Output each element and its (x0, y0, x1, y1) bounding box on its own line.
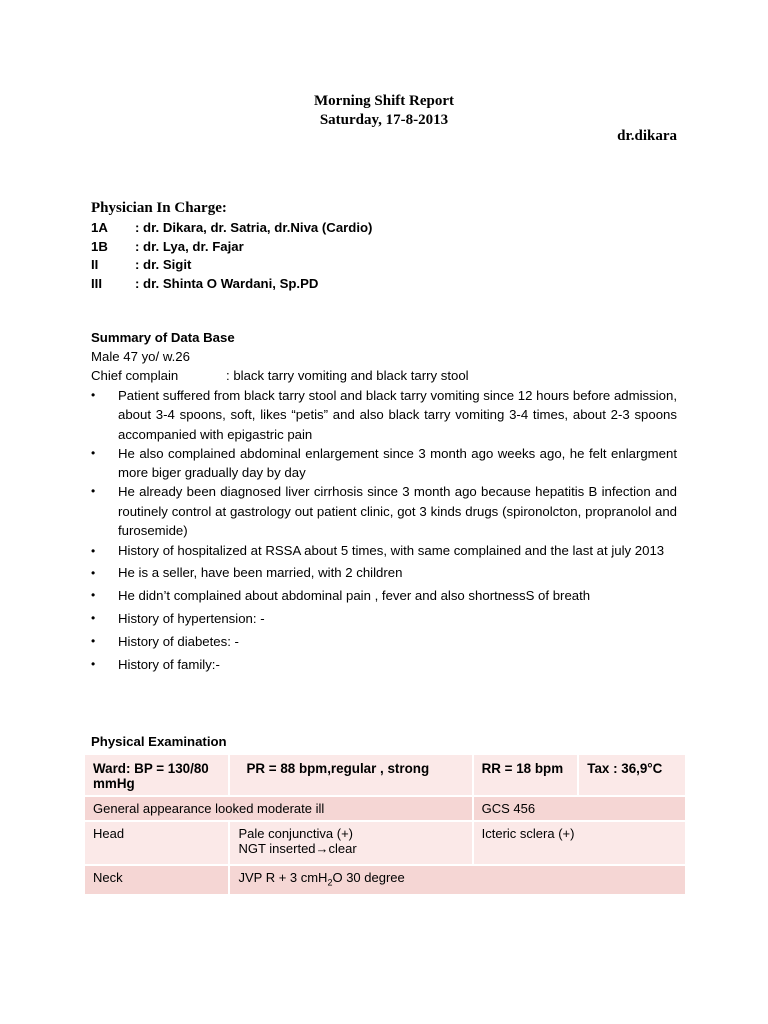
bullet-text: History of hypertension: - (118, 611, 265, 627)
gcs-value: GCS 456 (473, 796, 686, 821)
chief-complain-label: Chief complain (91, 368, 179, 383)
list-item (91, 584, 677, 607)
bullet-text: History of diabetes: - (118, 634, 239, 650)
bullet-text: He is a seller, have been married, with 2 children (118, 565, 403, 581)
table-row (84, 865, 686, 895)
list-item (91, 386, 677, 444)
report-date: Saturday, 17-8-2013 (319, 112, 449, 128)
bullet-text: He already been diagnosed liver cirrhosis since 3 month ago because hepatitis B infection and routinely control at gastrology out patient clinic, got 3 kinds drugs (spironolcton, propranolol and furosemide) (118, 484, 677, 539)
list-item (91, 444, 677, 483)
physician-row (91, 220, 372, 235)
bullet-text: History of hospitalized at RSSA about 5 times, with same complained and the last at july 2013 (118, 543, 665, 559)
bullet-text: He also complained abdominal enlargement since 3 month ago weeks ago, he felt enlargment more biger gradually day by day (118, 445, 677, 481)
bullet-icon: • (91, 611, 96, 626)
head-findings (229, 821, 472, 865)
ward-code: 1B (91, 239, 108, 254)
physician-row (91, 257, 191, 272)
list-item (91, 482, 677, 540)
head-label: Head (84, 821, 229, 865)
table-row (84, 821, 686, 865)
neck-jvp-prefix: JVP R + 3 cmH (238, 870, 328, 885)
vital-tax: Tax : 36,9°C (578, 754, 686, 796)
history-bullet-list (91, 386, 677, 676)
bullet-icon: • (91, 445, 96, 460)
physician-names: : dr. Lya, dr. Fajar (135, 239, 244, 254)
physician-names: : dr. Sigit (135, 257, 192, 272)
list-item (91, 653, 677, 676)
physician-row (91, 239, 244, 254)
bullet-text: He didn’t complained about abdominal pain , fever and also shortnessS of breath (118, 588, 591, 604)
bullet-icon: • (91, 634, 96, 649)
head-finding-conjunctiva: Pale conjunctiva (+) (238, 826, 353, 841)
vital-pr: PR = 88 bpm,regular , strong (229, 754, 472, 796)
vital-bp: Ward: BP = 130/80 mmHg (84, 754, 229, 796)
bullet-icon: • (91, 566, 96, 581)
patient-info: Male 47 yo/ w.26 (91, 349, 190, 364)
general-appearance: General appearance looked moderate ill (84, 796, 473, 821)
neck-jvp-subscript: 2 (327, 877, 333, 888)
list-item (91, 607, 677, 630)
head-sclera: Icteric sclera (+) (473, 821, 686, 865)
bullet-text: Patient suffered from black tarry stool and black tarry vomiting since 12 hours before admission, about 3-4 spoons, soft, likes “petis” and also black tarry vomiting 3-4 times, about 2-3 spoons accompanied with epigastric pain (118, 388, 677, 442)
chief-complain (91, 368, 469, 383)
neck-jvp (229, 865, 686, 895)
table-row (84, 796, 686, 821)
bullet-icon: • (91, 484, 96, 499)
ward-code: III (91, 276, 102, 291)
bullet-icon: • (91, 388, 96, 402)
report-title: Morning Shift Report (314, 93, 454, 109)
table-row (84, 754, 686, 796)
physician-row (91, 276, 318, 291)
neck-jvp-suffix: O 30 degree (332, 870, 405, 885)
list-item (91, 630, 677, 653)
list-item (91, 562, 677, 584)
list-item (91, 540, 677, 562)
neck-label: Neck (84, 865, 229, 895)
chief-complain-value: : black tarry vomiting and black tarry stool (226, 368, 469, 383)
ward-code: II (91, 257, 99, 272)
bullet-icon: • (91, 544, 96, 559)
physician-in-charge-title: Physician In Charge: (91, 200, 227, 216)
vital-rr: RR = 18 bpm (473, 754, 579, 796)
ward-code: 1A (91, 220, 108, 235)
head-finding-ngt: NGT inserted→clear (238, 841, 357, 856)
bullet-text: History of family:- (118, 657, 220, 673)
bullet-icon: • (91, 588, 96, 603)
physician-names: : dr. Shinta O Wardani, Sp.PD (135, 276, 319, 291)
report-author: dr.dikara (617, 128, 677, 144)
physical-exam-table (83, 753, 687, 896)
physician-names: : dr. Dikara, dr. Satria, dr.Niva (Cardio) (135, 220, 373, 235)
physical-exam-title: Physical Examination (91, 734, 227, 749)
summary-title: Summary of Data Base (91, 330, 235, 345)
bullet-icon: • (91, 657, 96, 672)
